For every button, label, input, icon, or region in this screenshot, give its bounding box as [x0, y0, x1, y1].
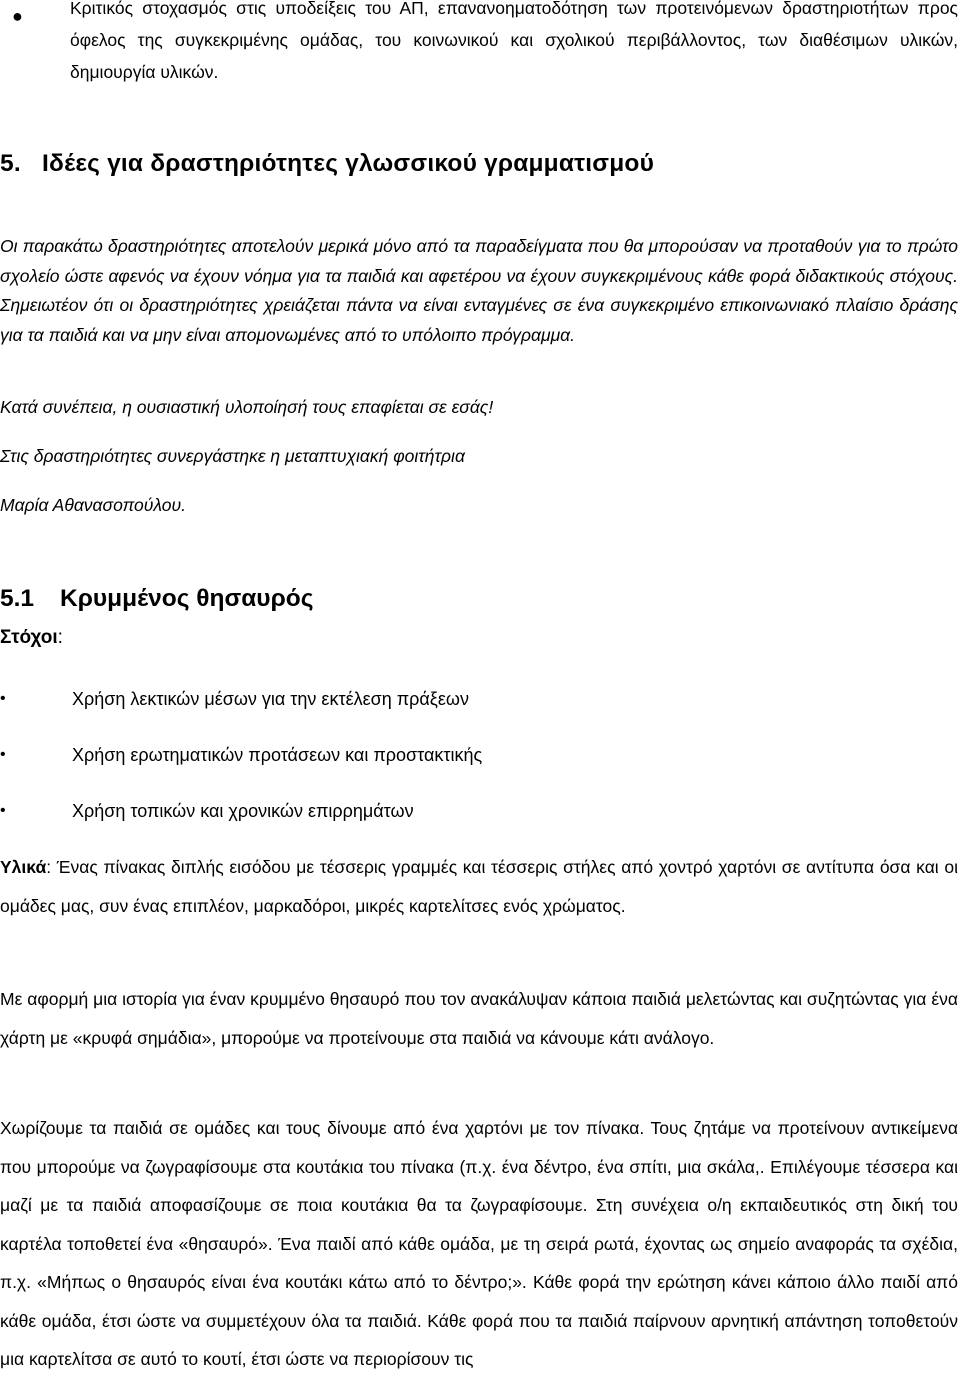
bullet-icon: • [0, 690, 6, 707]
bullet-icon: ● [12, 6, 23, 26]
goals-colon: : [57, 627, 63, 648]
bullet-icon: • [0, 746, 6, 763]
author-name: Μαρία Αθανασοπούλου. [0, 495, 186, 515]
materials-text: : Ένας πίνακας διπλής εισόδου με τέσσερις γραμμές και τέσσερις στήλες από χοντρό χαρτόνι σε αντίτυπα όσα και οι ομάδες μας, συν ένας επιπλέον, μαρκαδόροι, μικρές καρτελίτσες ενός χρώματος. [0, 857, 958, 916]
goal-text: Χρήση ερωτηματικών προτάσεων και προστακτικής [72, 745, 483, 765]
body-paragraph: Χωρίζουμε τα παιδιά σε ομάδες και τους δίνουμε από ένα χαρτόνι με τον πίνακα. Τους ζητάμε να προτείνουν αντικείμενα που μπορούμε να ζωγραφίσουμε στα κουτάκια του πίνακα (π.χ. ένα δέντρο, ένα σπίτι, μια σκάλα,. Επιλέγουμε τέσσερα και μαζί με τα παιδιά αποφασίζουμε σε ποια κουτάκια θα τα ζωγραφίσουμε. Στη συνέχεια ο/η εκπαιδευτικός στη δική του καρτέλα τοποθετεί ένα «θησαυρό». Ένα παιδί από κάθε ομάδα, με τη σειρά ρωτά, έχοντας ως σημείο αναφοράς τα σχέδια, π.χ. «Μήπως ο θησαυρός είναι ένα κουτάκι κάτω από το δέντρο;». Κάθε φορά την ερώτηση κάνει κάποιο άλλο παιδί από κάθε ομάδα, έτσι ώστε να συμμετέχουν όλα τα παιδιά. Κάθε φορά που τα παιδιά παίρνουν αρνητική απάντηση τοποθετούν μια καρτελίτσα σε αυτό το κουτί, έτσι ώστε να περιορίσουν τις [0, 1118, 958, 1369]
section-heading [0, 150, 654, 178]
implementation-note: Κατά συνέπεια, η ουσιαστική υλοποίησή τους επαφίεται σε εσάς! [0, 397, 494, 417]
intro-paragraph: Οι παρακάτω δραστηριότητες αποτελούν μερικά μόνο από τα παραδείγματα που θα μπορούσαν να προταθούν για το πρώτο σχολείο ώστε αφενός να έχουν νόημα για τα παιδιά και αφετέρου να έχουν συγκεκριμένους κάθε φορά διδακτικούς στόχους. Σημειωτέον ότι οι δραστηριότητες χρειάζεται πάντα να είναι ενταγμένες σε ένα συγκεκριμένο επικοινωνιακό πλαίσιο δράσης για τα παιδιά και να μην είναι απομονωμένες από το υπόλοιπο πρόγραμμα. [0, 236, 958, 345]
subsection-title: Κρυμμένος θησαυρός [60, 585, 314, 612]
subsection-number: 5.1 [0, 585, 35, 612]
body-paragraph: Με αφορμή μια ιστορία για έναν κρυμμένο θησαυρό που τον ανακάλυψαν κάποια παιδιά μελετώντας και συζητώντας για ένα χάρτη με «κρυφά σημάδια», μπορούμε να προτείνουμε στα παιδιά να κάνουμε κάτι ανάλογο. [0, 989, 958, 1048]
bullet-icon: • [0, 802, 6, 819]
materials-label: Υλικά [0, 857, 47, 877]
section-title: Ιδέες για δραστηριότητες γλωσσικού γραμματισμού [42, 150, 655, 177]
goals-heading [0, 627, 63, 649]
subsection-heading [0, 585, 313, 613]
goal-text: Χρήση τοπικών και χρονικών επιρρημάτων [72, 801, 414, 821]
section-number: 5. [0, 150, 21, 177]
list-item-text: Κριτικός στοχασμός στις υποδείξεις του ΑΠ, επανανοηματοδότηση των προτεινόμενων δραστηριοτήτων προς όφελος της συγκεκριμένης ομάδας, του κοινωνικού και σχολικού περιβάλλοντος, των διαθέσιμων υλικών, δημιουργία υλικών. [70, 0, 958, 82]
materials-paragraph [0, 848, 958, 925]
goal-text: Χρήση λεκτικών μέσων για την εκτέλεση πράξεων [72, 689, 469, 709]
goals-label: Στόχοι [0, 627, 58, 648]
collaboration-note: Στις δραστηριότητες συνεργάστηκε η μεταπτυχιακή φοιτήτρια [0, 446, 465, 466]
